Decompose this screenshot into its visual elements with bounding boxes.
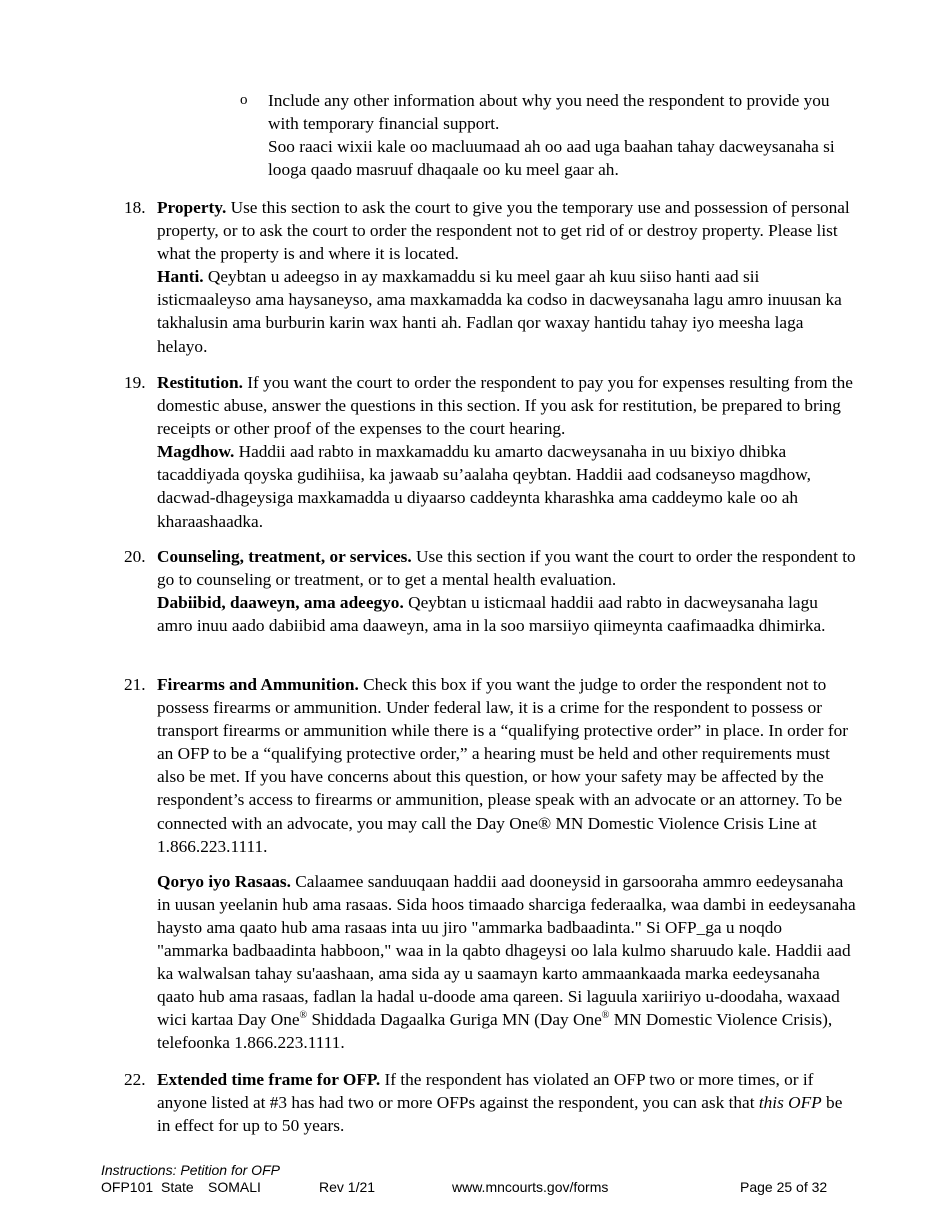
bullet-text-en: Include any other information about why you need the respondent to provide you with temporary financial support. <box>268 91 830 134</box>
item-counseling <box>157 545 857 637</box>
item-body-so: Qeybtan u isticmaal haddii aad rabto in dacweysanaha lagu amro inuu aado dabiibid ama daaweyn, ama in la soo marsiiyo qiimeynta caafimaadka dhimirka. <box>157 593 826 636</box>
footer-form-number: OFP101 <box>101 1179 154 1195</box>
bullet-financial-support <box>268 89 858 181</box>
item-body-so-part1: Calaamee sanduuqaan haddii aad dooneysid in garsooraha ammro eedeysanaha in uusan yeelanin hub ama rasaas. Sida hoos timaado sharciga federaalka, waa dambi in eedeysanaha haysto ama qaato hub ama rasaas inta uu jiro "ammarka badbaadinta." Si OFP_ga u noqdo "ammarka badbaadinta habboon," waa in la qabto dhageysi oo lala kulmo sharuudo kale. Haddii aad ka walwalsan tahay su'aashaan, ama sida ay u saamayn karto ammaankaada marka eedeysanaha qaato hub ama rasaas, fadlan la hadal u-doode ama qareen. Si laguula xariiriyo u-doodaha, waxaad wici kartaa Day One <box>157 871 856 1030</box>
bullet-marker: o <box>240 92 248 108</box>
registered-mark: ® <box>299 1010 308 1022</box>
page-footer <box>101 1162 841 1197</box>
item-body-so-part2: Shiddada Dagaalka Guriga MN (Day One <box>307 1010 602 1030</box>
item-text-so <box>157 591 857 637</box>
item-text-en <box>157 196 857 265</box>
item-title-en: Firearms and Ammunition. <box>157 675 359 694</box>
item-body-so: Haddii aad rabto in maxkamaddu ku amarto dacweysanaha in uu bixiyo dhibka tacaddiyada qoyska gudihiisa, ka jawaab su’aalaha qeybtan. Haddii aad codsaneyso magdhow, dacwad-dhageysiga maxkamadda u diyaarso caddeynta kharashka ama caddeymo kale oo ah kharaashaadka. <box>157 442 811 531</box>
item-restitution <box>157 371 857 533</box>
item-title-en: Restitution. <box>157 373 243 392</box>
item-text-so <box>157 265 857 357</box>
footer-state: State <box>161 1179 194 1195</box>
footer-page-number: Page 25 of 32 <box>740 1179 828 1195</box>
item-text-so <box>157 440 857 532</box>
footer-revision: Rev 1/21 <box>319 1179 376 1195</box>
footer-language: SOMALI <box>208 1179 261 1195</box>
footer-row <box>101 1179 841 1197</box>
item-title-so: Hanti. <box>157 267 204 287</box>
item-firearms <box>157 673 857 1055</box>
item-title-so: Qoryo iyo Rasaas. <box>157 871 291 891</box>
item-body-en: Use this section to ask the court to give you the temporary use and possession of personal property, or to ask the court to order the respondent not to get rid of or destroy property. Please list what the property is and where it is located. <box>157 198 850 264</box>
item-text-en <box>157 1068 857 1137</box>
item-body-en: Check this box if you want the judge to order the respondent not to possess firearms or ammunition. Under federal law, it is a crime for the respondent to possess or transport firearms or ammunition while there is a “qualifying protective order” in place. In order for an OFP to be a “qualifying protective order,” a hearing must be held and other requirements must also be met. If you have concerns about this question, or how your safety may be affected by the respondent’s access to firearms or ammunition, please speak with an advocate or an attorney. To be connected with an advocate, you may call the Day One® MN Domestic Violence Crisis Line at 1.866.223.1111. <box>157 675 848 856</box>
item-body-italic: this OFP <box>758 1093 822 1113</box>
item-extended-time-frame <box>157 1068 857 1137</box>
item-number-19: 19. <box>124 373 146 392</box>
item-text-so <box>157 870 857 1055</box>
item-body-en-end: be in effect for up to 50 years. <box>157 1093 843 1136</box>
item-property <box>157 196 857 358</box>
bullet-text-so: Soo raaci wixii kale oo macluumaad ah oo aad uga baahan tahay dacweysanaha si looga qaado masruuf dhaqaale oo ku meel gaar ah. <box>268 137 835 180</box>
item-title-so: Magdhow. <box>157 442 235 462</box>
item-title-en: Property. <box>157 198 227 217</box>
item-body-so-part3: MN Domestic Violence Crisis), telefoonka 1.866.223.1111. <box>157 1010 833 1053</box>
item-text-en <box>157 673 857 858</box>
item-body-en: If the respondent has violated an OFP two or more times, or if anyone listed at #3 has had two or more OFPs against the respondent, you can ask that <box>157 1070 814 1113</box>
registered-mark: ® <box>601 1010 610 1022</box>
item-body-en: Use this section if you want the court to order the respondent to go to counseling or treatment, or to get a mental health evaluation. <box>157 547 856 590</box>
item-title-en: Extended time frame for OFP. <box>157 1070 381 1089</box>
item-number-18: 18. <box>124 198 146 217</box>
item-title-en: Counseling, treatment, or services. <box>157 547 412 566</box>
footer-title: Instructions: Petition for OFP <box>101 1162 280 1178</box>
item-title-so: Dabiibid, daaweyn, ama adeegyo. <box>157 593 404 613</box>
item-body-en: If you want the court to order the respondent to pay you for expenses resulting from the domestic abuse, answer the questions in this section. If you ask for restitution, be prepared to bring receipts or other proof of the expenses to the court hearing. <box>157 373 853 439</box>
item-text-en <box>157 371 857 440</box>
item-number-21: 21. <box>124 675 146 694</box>
item-text-en <box>157 545 857 591</box>
item-number-22: 22. <box>124 1070 146 1089</box>
footer-url: www.mncourts.gov/forms <box>452 1179 609 1195</box>
item-number-20: 20. <box>124 547 146 566</box>
item-body-so: Qeybtan u adeegso in ay maxkamaddu si ku meel gaar ah kuu siiso hanti aad sii isticmaaleyso ama haysaneyso, ama maxkamadda ka codso in dacweysanaha lagu amro inuusan ka takhalusin ama burburin karin wax hanti ah. Fadlan qor waxay hantidu tahay iyo meesha laga helayo. <box>157 267 842 356</box>
